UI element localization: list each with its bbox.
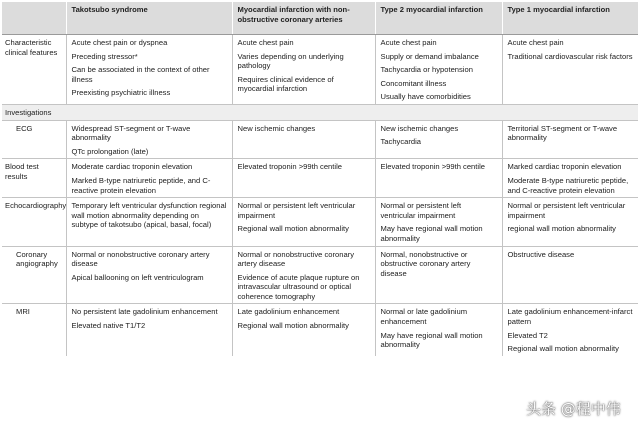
cell-item: Acute chest pain: [380, 38, 437, 47]
cell-item: Obstructive disease: [507, 249, 575, 259]
comparison-table: [2, 2, 638, 356]
cell-type1-mi: [502, 198, 638, 246]
cell-minoca: [232, 198, 375, 246]
section-label: Investigations: [2, 104, 638, 120]
cell-item: Requires clinical evidence of myocardial infarction: [237, 74, 334, 94]
cell-type1-mi: [502, 159, 638, 198]
cell-type2-mi: [375, 304, 502, 356]
cell-takotsubo: [66, 304, 232, 356]
row-label: Echocardiography: [2, 198, 66, 246]
table-header: [2, 2, 638, 35]
cell-item: Usually have comorbidities: [380, 92, 471, 102]
section-row: [2, 104, 638, 120]
cell-item: Normal or persistent left ventricular impairment: [507, 201, 626, 220]
table-row: [2, 246, 638, 304]
cell-item: May have regional wall motion abnormality: [380, 224, 483, 243]
cell-item: Tachycardia or hypotension: [380, 65, 473, 75]
cell-item: regional wall motion abnormality: [507, 224, 616, 234]
cell-item: Acute chest pain or dyspnea: [71, 38, 168, 47]
cell-type1-mi: [502, 35, 638, 105]
cell-type1-mi: [502, 304, 638, 356]
cell-item: Regional wall motion abnormality: [237, 321, 349, 331]
cell-item: Late gadolinium enhancement: [237, 307, 340, 317]
cell-type2-mi: [375, 159, 502, 198]
row-label: Characteristic clinical features: [2, 35, 66, 105]
cell-item: Normal or late gadolinium enhancement: [380, 307, 468, 327]
cell-item: Can be associated in the context of other illness: [71, 65, 210, 84]
table-body: [2, 35, 638, 356]
cell-item: Marked B-type natriuretic peptide, and C-reactive protein elevation: [71, 175, 211, 195]
header-cell-takotsubo: Takotsubo syndrome: [66, 2, 232, 35]
table-row: [2, 120, 638, 159]
table-row: [2, 159, 638, 198]
cell-item: New ischemic changes: [380, 123, 459, 133]
table-row: [2, 35, 638, 105]
cell-item: Tachycardia: [380, 137, 422, 147]
watermark: 头条 @程中伟: [526, 400, 621, 418]
cell-item: Regional wall motion abnormality: [507, 344, 619, 354]
cell-type1-mi: [502, 120, 638, 159]
cell-minoca: [232, 246, 375, 304]
cell-item: Elevated troponin >99th centile: [237, 162, 342, 172]
cell-minoca: [232, 120, 375, 159]
cell-item: Normal or nonobstructive coronary artery disease: [71, 249, 210, 269]
row-label: ECG: [2, 120, 66, 159]
cell-item: Varies depending on underlying pathology: [237, 51, 344, 71]
cell-item: Moderate cardiac troponin elevation: [71, 162, 193, 172]
cell-takotsubo: [66, 246, 232, 304]
cell-item: New ischemic changes: [237, 123, 316, 133]
cell-item: Widespread ST-segment or T-wave abnormality: [71, 123, 191, 143]
cell-type1-mi: [502, 246, 638, 304]
cell-item: Normal or nonobstructive coronary artery disease: [237, 249, 354, 269]
header-cell-minoca: Myocardial infarction with non-obstructive coronary arteries: [232, 2, 375, 35]
cell-item: Concomitant illness: [380, 78, 447, 88]
cell-item: Regional wall motion abnormality: [237, 224, 349, 234]
cell-item: Territorial ST-segment or T-wave abnormality: [507, 123, 618, 143]
cell-item: Moderate B-type natriuretic peptide, and C-reactive protein elevation: [507, 175, 629, 195]
cell-item: Preexisting psychiatric illness: [71, 88, 171, 98]
cell-item: Elevated troponin >99th centile: [380, 162, 485, 172]
cell-item: Normal or persistent left ventricular impairment: [237, 201, 356, 220]
cell-type2-mi: [375, 35, 502, 105]
row-label: Coronary angiography: [2, 246, 66, 304]
cell-item: Normal or persistent left ventricular impairment: [380, 201, 462, 220]
cell-item: Evidence of acute plaque rupture on intravascular ultrasound or optical coherence tomography: [237, 272, 360, 301]
cell-item: Supply or demand imbalance: [380, 51, 479, 61]
cell-type2-mi: [375, 120, 502, 159]
cell-minoca: [232, 304, 375, 356]
cell-item: Preceding stressor*: [71, 51, 138, 61]
cell-item: QTc prolongation (late): [71, 146, 149, 156]
cell-minoca: [232, 35, 375, 105]
cell-item: No persistent late gadolinium enhancement: [71, 307, 218, 317]
cell-item: Temporary left ventricular dysfunction regional wall motion abnormality depending on subtype of takotsubo (apical, basal, focal): [71, 201, 227, 230]
cell-item: Acute chest pain: [237, 38, 294, 47]
header-cell-0: [2, 2, 66, 35]
cell-item: Elevated native T1/T2: [71, 321, 146, 331]
cell-minoca: [232, 159, 375, 198]
cell-item: Normal, nonobstructive or obstructive coronary artery disease: [380, 249, 471, 278]
cell-item: Marked cardiac troponin elevation: [507, 162, 622, 172]
cell-item: May have regional wall motion abnormality: [380, 330, 483, 350]
cell-takotsubo: [66, 35, 232, 105]
row-label: MRI: [2, 304, 66, 356]
cell-takotsubo: [66, 159, 232, 198]
cell-item: Apical ballooning on left ventriculogram: [71, 272, 204, 282]
table-row: [2, 304, 638, 356]
cell-item: Traditional cardiovascular risk factors: [507, 51, 633, 61]
cell-item: Elevated T2: [507, 330, 548, 340]
header-cell-type2-mi: Type 2 myocardial infarction: [375, 2, 502, 35]
header-row: [2, 2, 638, 35]
cell-type2-mi: [375, 198, 502, 246]
cell-takotsubo: [66, 120, 232, 159]
header-cell-type1-mi: Type 1 myocardial infarction: [502, 2, 638, 35]
cell-item: Acute chest pain: [507, 38, 564, 47]
cell-item: Late gadolinium enhancement-infarct pattern: [507, 307, 633, 327]
table-row: [2, 198, 638, 246]
row-label: Blood test results: [2, 159, 66, 198]
cell-takotsubo: [66, 198, 232, 246]
cell-type2-mi: [375, 246, 502, 304]
